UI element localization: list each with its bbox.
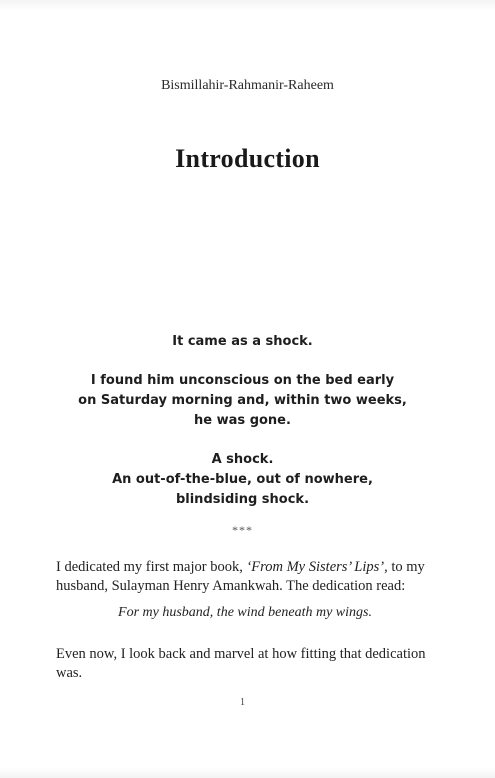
- epigraph-stanza-1: [0, 332, 485, 352]
- epigraph: [0, 332, 485, 510]
- body-paragraph: [56, 645, 434, 683]
- book-title: ‘From My Sisters’ Lips’: [246, 559, 385, 575]
- paragraph-text: , to my husband, Sulayman Henry Amankwah. The dedication read:: [56, 559, 425, 594]
- dedication-quote: For my husband, the wind beneath my wings.: [118, 605, 372, 620]
- chapter-title: Introduction: [175, 144, 320, 173]
- epigraph-stanza-3: [0, 450, 485, 510]
- section-separator: ***: [232, 523, 253, 537]
- epigraph-line: on Saturday morning and, within two weeks,: [78, 393, 407, 408]
- page-number: 1: [240, 697, 245, 708]
- paragraph-text: Even now, I look back and marvel at how fitting that dedication was.: [56, 646, 426, 681]
- epigraph-line: An out-of-the-blue, out of nowhere,: [112, 472, 373, 487]
- epigraph-line: It came as a shock.: [172, 334, 313, 349]
- epigraph-line: I found him unconscious on the bed early: [90, 373, 395, 388]
- body-paragraph: [56, 558, 434, 596]
- epigraph-line: blindsiding shock.: [175, 492, 310, 507]
- epigraph-line: he was gone.: [194, 413, 291, 428]
- bismillah-heading: Bismillahir-Rahmanir-Raheem: [161, 78, 334, 93]
- epigraph-stanza-2: [0, 371, 485, 431]
- epigraph-line: A shock.: [211, 452, 274, 467]
- paragraph-text: I dedicated my first major book,: [56, 559, 247, 575]
